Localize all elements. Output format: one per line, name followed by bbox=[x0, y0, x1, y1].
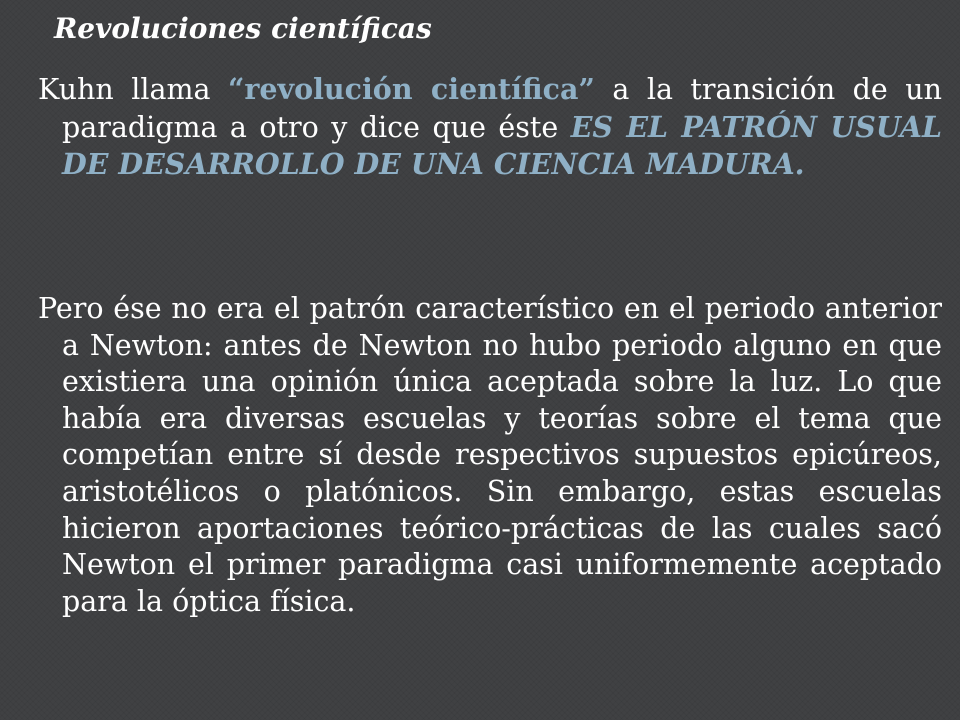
paragraph1-middle-text: a la transición de un paradigma a otro y dice que éste bbox=[62, 73, 942, 144]
paragraph1-lead-text: Kuhn llama bbox=[38, 73, 228, 106]
paragraph-kuhn-definition bbox=[38, 71, 942, 184]
emphasis-patron-usual: ES EL PATRÓN USUAL DE DESARROLLO DE UNA CIENCIA MADURA. bbox=[62, 109, 942, 182]
slide-title: Revoluciones científicas bbox=[54, 12, 432, 45]
paragraph-pre-newton: Pero ése no era el patrón característico en el periodo anterior a Newton: antes de Newton no hubo periodo alguno en que existiera una opinión única aceptada sobre la luz. Lo que había era diversas escuelas y teorías sobre el tema que competían entre sí desde respectivos supuestos epicúreos, aristotélicos o platónicos. Sin embargo, estas escuelas hicieron aportaciones teórico-prácticas de las cuales sacó Newton el primer paradigma casi uniformemente aceptado para la óptica física. bbox=[38, 292, 942, 618]
quoted-term-revolucion-cientifica: “revolución científica” bbox=[227, 72, 595, 106]
